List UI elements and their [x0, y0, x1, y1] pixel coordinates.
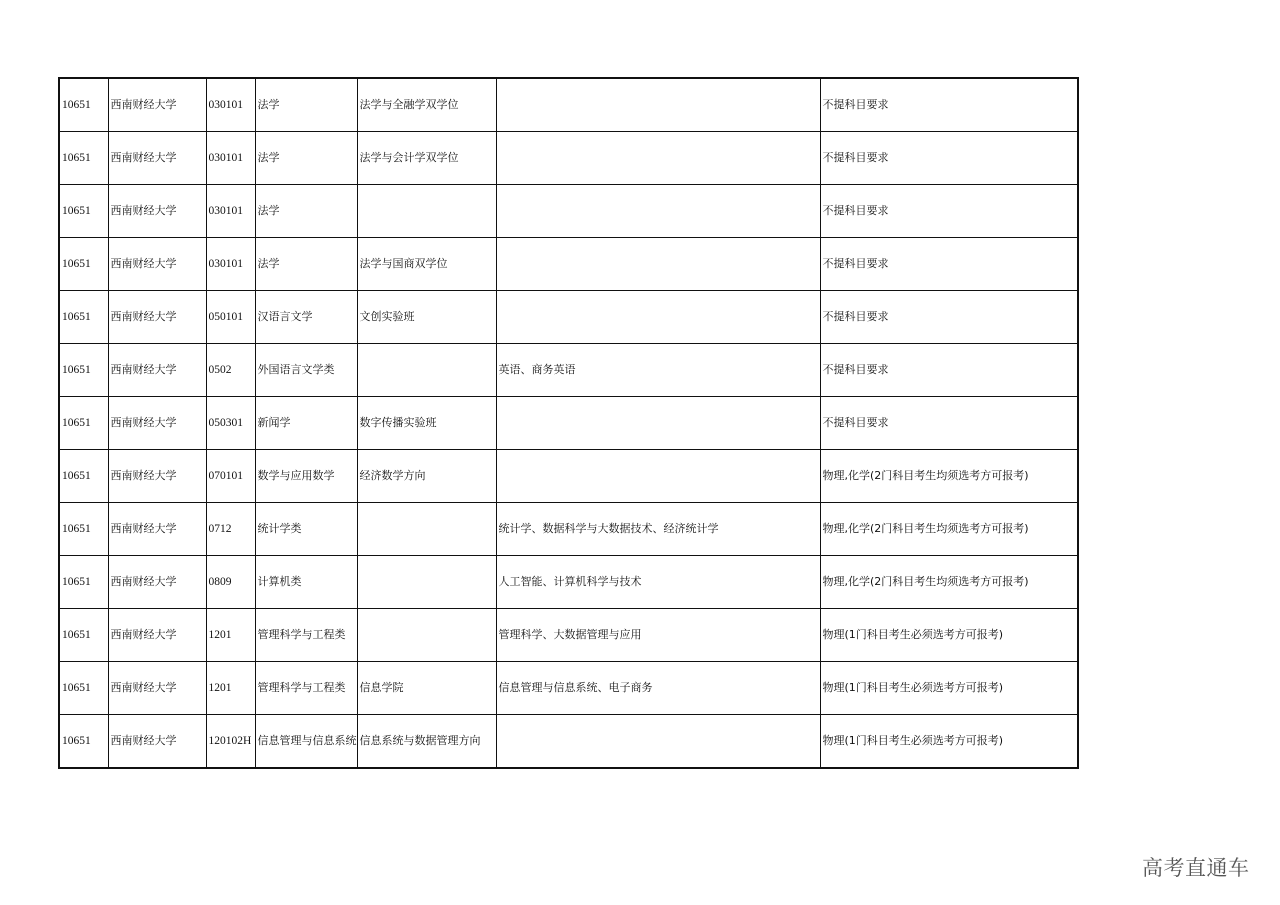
cell-major-code: 120102H	[206, 715, 255, 769]
cell-included-majors: 人工智能、计算机科学与技术	[496, 556, 820, 609]
cell-school-name: 西南财经大学	[108, 291, 206, 344]
cell-included-majors	[496, 397, 820, 450]
cell-included-majors	[496, 238, 820, 291]
cell-major-name: 法学	[255, 185, 357, 238]
cell-school-name: 西南财经大学	[108, 185, 206, 238]
cell-school-name: 西南财经大学	[108, 238, 206, 291]
watermark: 高考直通车	[1142, 856, 1250, 880]
cell-major-note	[357, 344, 496, 397]
cell-subject-requirement: 物理,化学(2门科目考生均须选考方可报考)	[820, 503, 1078, 556]
major-requirements-table	[58, 77, 1079, 769]
cell-included-majors	[496, 185, 820, 238]
table-row	[59, 450, 1078, 503]
table-body	[59, 78, 1078, 768]
cell-subject-requirement: 不提科目要求	[820, 344, 1078, 397]
cell-subject-requirement: 物理,化学(2门科目考生均须选考方可报考)	[820, 450, 1078, 503]
cell-school-code: 10651	[59, 238, 108, 291]
cell-major-code: 030101	[206, 185, 255, 238]
cell-school-code: 10651	[59, 397, 108, 450]
cell-school-code: 10651	[59, 609, 108, 662]
cell-subject-requirement: 不提科目要求	[820, 238, 1078, 291]
cell-major-name: 计算机类	[255, 556, 357, 609]
cell-major-name: 新闻学	[255, 397, 357, 450]
cell-major-name: 统计学类	[255, 503, 357, 556]
cell-major-name: 外国语言文学类	[255, 344, 357, 397]
cell-major-name: 信息管理与信息系统	[255, 715, 357, 769]
cell-included-majors	[496, 450, 820, 503]
cell-school-name: 西南财经大学	[108, 132, 206, 185]
cell-included-majors	[496, 291, 820, 344]
cell-major-code: 030101	[206, 78, 255, 132]
table-row	[59, 185, 1078, 238]
cell-major-name: 法学	[255, 78, 357, 132]
cell-major-code: 0712	[206, 503, 255, 556]
cell-major-code: 050101	[206, 291, 255, 344]
cell-major-note: 文创实验班	[357, 291, 496, 344]
cell-major-note: 数字传播实验班	[357, 397, 496, 450]
cell-major-code: 0502	[206, 344, 255, 397]
cell-major-name: 数学与应用数学	[255, 450, 357, 503]
cell-major-code: 050301	[206, 397, 255, 450]
cell-subject-requirement: 物理(1门科目考生必须选考方可报考)	[820, 662, 1078, 715]
cell-major-note: 经济数学方向	[357, 450, 496, 503]
cell-included-majors: 统计学、数据科学与大数据技术、经济统计学	[496, 503, 820, 556]
cell-included-majors: 信息管理与信息系统、电子商务	[496, 662, 820, 715]
table-row	[59, 238, 1078, 291]
table-row	[59, 556, 1078, 609]
cell-school-code: 10651	[59, 291, 108, 344]
cell-school-code: 10651	[59, 132, 108, 185]
cell-major-note	[357, 503, 496, 556]
cell-major-name: 管理科学与工程类	[255, 662, 357, 715]
cell-school-code: 10651	[59, 662, 108, 715]
cell-school-name: 西南财经大学	[108, 556, 206, 609]
cell-major-note: 信息学院	[357, 662, 496, 715]
cell-school-name: 西南财经大学	[108, 662, 206, 715]
cell-school-code: 10651	[59, 344, 108, 397]
table-row	[59, 662, 1078, 715]
cell-major-code: 070101	[206, 450, 255, 503]
cell-school-name: 西南财经大学	[108, 397, 206, 450]
table-row	[59, 132, 1078, 185]
cell-included-majors	[496, 132, 820, 185]
table-row	[59, 503, 1078, 556]
cell-major-code: 030101	[206, 132, 255, 185]
table-row	[59, 291, 1078, 344]
table-row	[59, 609, 1078, 662]
cell-major-code: 030101	[206, 238, 255, 291]
cell-school-code: 10651	[59, 450, 108, 503]
cell-school-name: 西南财经大学	[108, 78, 206, 132]
table-row	[59, 344, 1078, 397]
cell-major-note	[357, 609, 496, 662]
cell-school-code: 10651	[59, 715, 108, 769]
cell-school-name: 西南财经大学	[108, 503, 206, 556]
cell-school-code: 10651	[59, 503, 108, 556]
cell-subject-requirement: 不提科目要求	[820, 185, 1078, 238]
cell-subject-requirement: 不提科目要求	[820, 132, 1078, 185]
cell-school-name: 西南财经大学	[108, 344, 206, 397]
cell-major-name: 汉语言文学	[255, 291, 357, 344]
cell-subject-requirement: 不提科目要求	[820, 78, 1078, 132]
table-row	[59, 715, 1078, 769]
table-row	[59, 78, 1078, 132]
cell-major-code: 1201	[206, 662, 255, 715]
cell-included-majors	[496, 715, 820, 769]
cell-school-code: 10651	[59, 556, 108, 609]
cell-subject-requirement: 物理(1门科目考生必须选考方可报考)	[820, 609, 1078, 662]
cell-major-code: 0809	[206, 556, 255, 609]
cell-major-note: 法学与国商双学位	[357, 238, 496, 291]
cell-major-note: 信息系统与数据管理方向	[357, 715, 496, 769]
cell-major-code: 1201	[206, 609, 255, 662]
cell-major-name: 法学	[255, 238, 357, 291]
cell-subject-requirement: 物理,化学(2门科目考生均须选考方可报考)	[820, 556, 1078, 609]
cell-school-name: 西南财经大学	[108, 609, 206, 662]
cell-subject-requirement: 不提科目要求	[820, 291, 1078, 344]
cell-included-majors: 管理科学、大数据管理与应用	[496, 609, 820, 662]
table-row	[59, 397, 1078, 450]
cell-major-note	[357, 185, 496, 238]
cell-school-name: 西南财经大学	[108, 450, 206, 503]
cell-included-majors	[496, 78, 820, 132]
cell-major-note: 法学与会计学双学位	[357, 132, 496, 185]
cell-major-name: 管理科学与工程类	[255, 609, 357, 662]
cell-school-name: 西南财经大学	[108, 715, 206, 769]
cell-major-name: 法学	[255, 132, 357, 185]
cell-subject-requirement: 物理(1门科目考生必须选考方可报考)	[820, 715, 1078, 769]
cell-school-code: 10651	[59, 185, 108, 238]
cell-included-majors: 英语、商务英语	[496, 344, 820, 397]
cell-school-code: 10651	[59, 78, 108, 132]
cell-major-note	[357, 556, 496, 609]
cell-subject-requirement: 不提科目要求	[820, 397, 1078, 450]
cell-major-note: 法学与全融学双学位	[357, 78, 496, 132]
